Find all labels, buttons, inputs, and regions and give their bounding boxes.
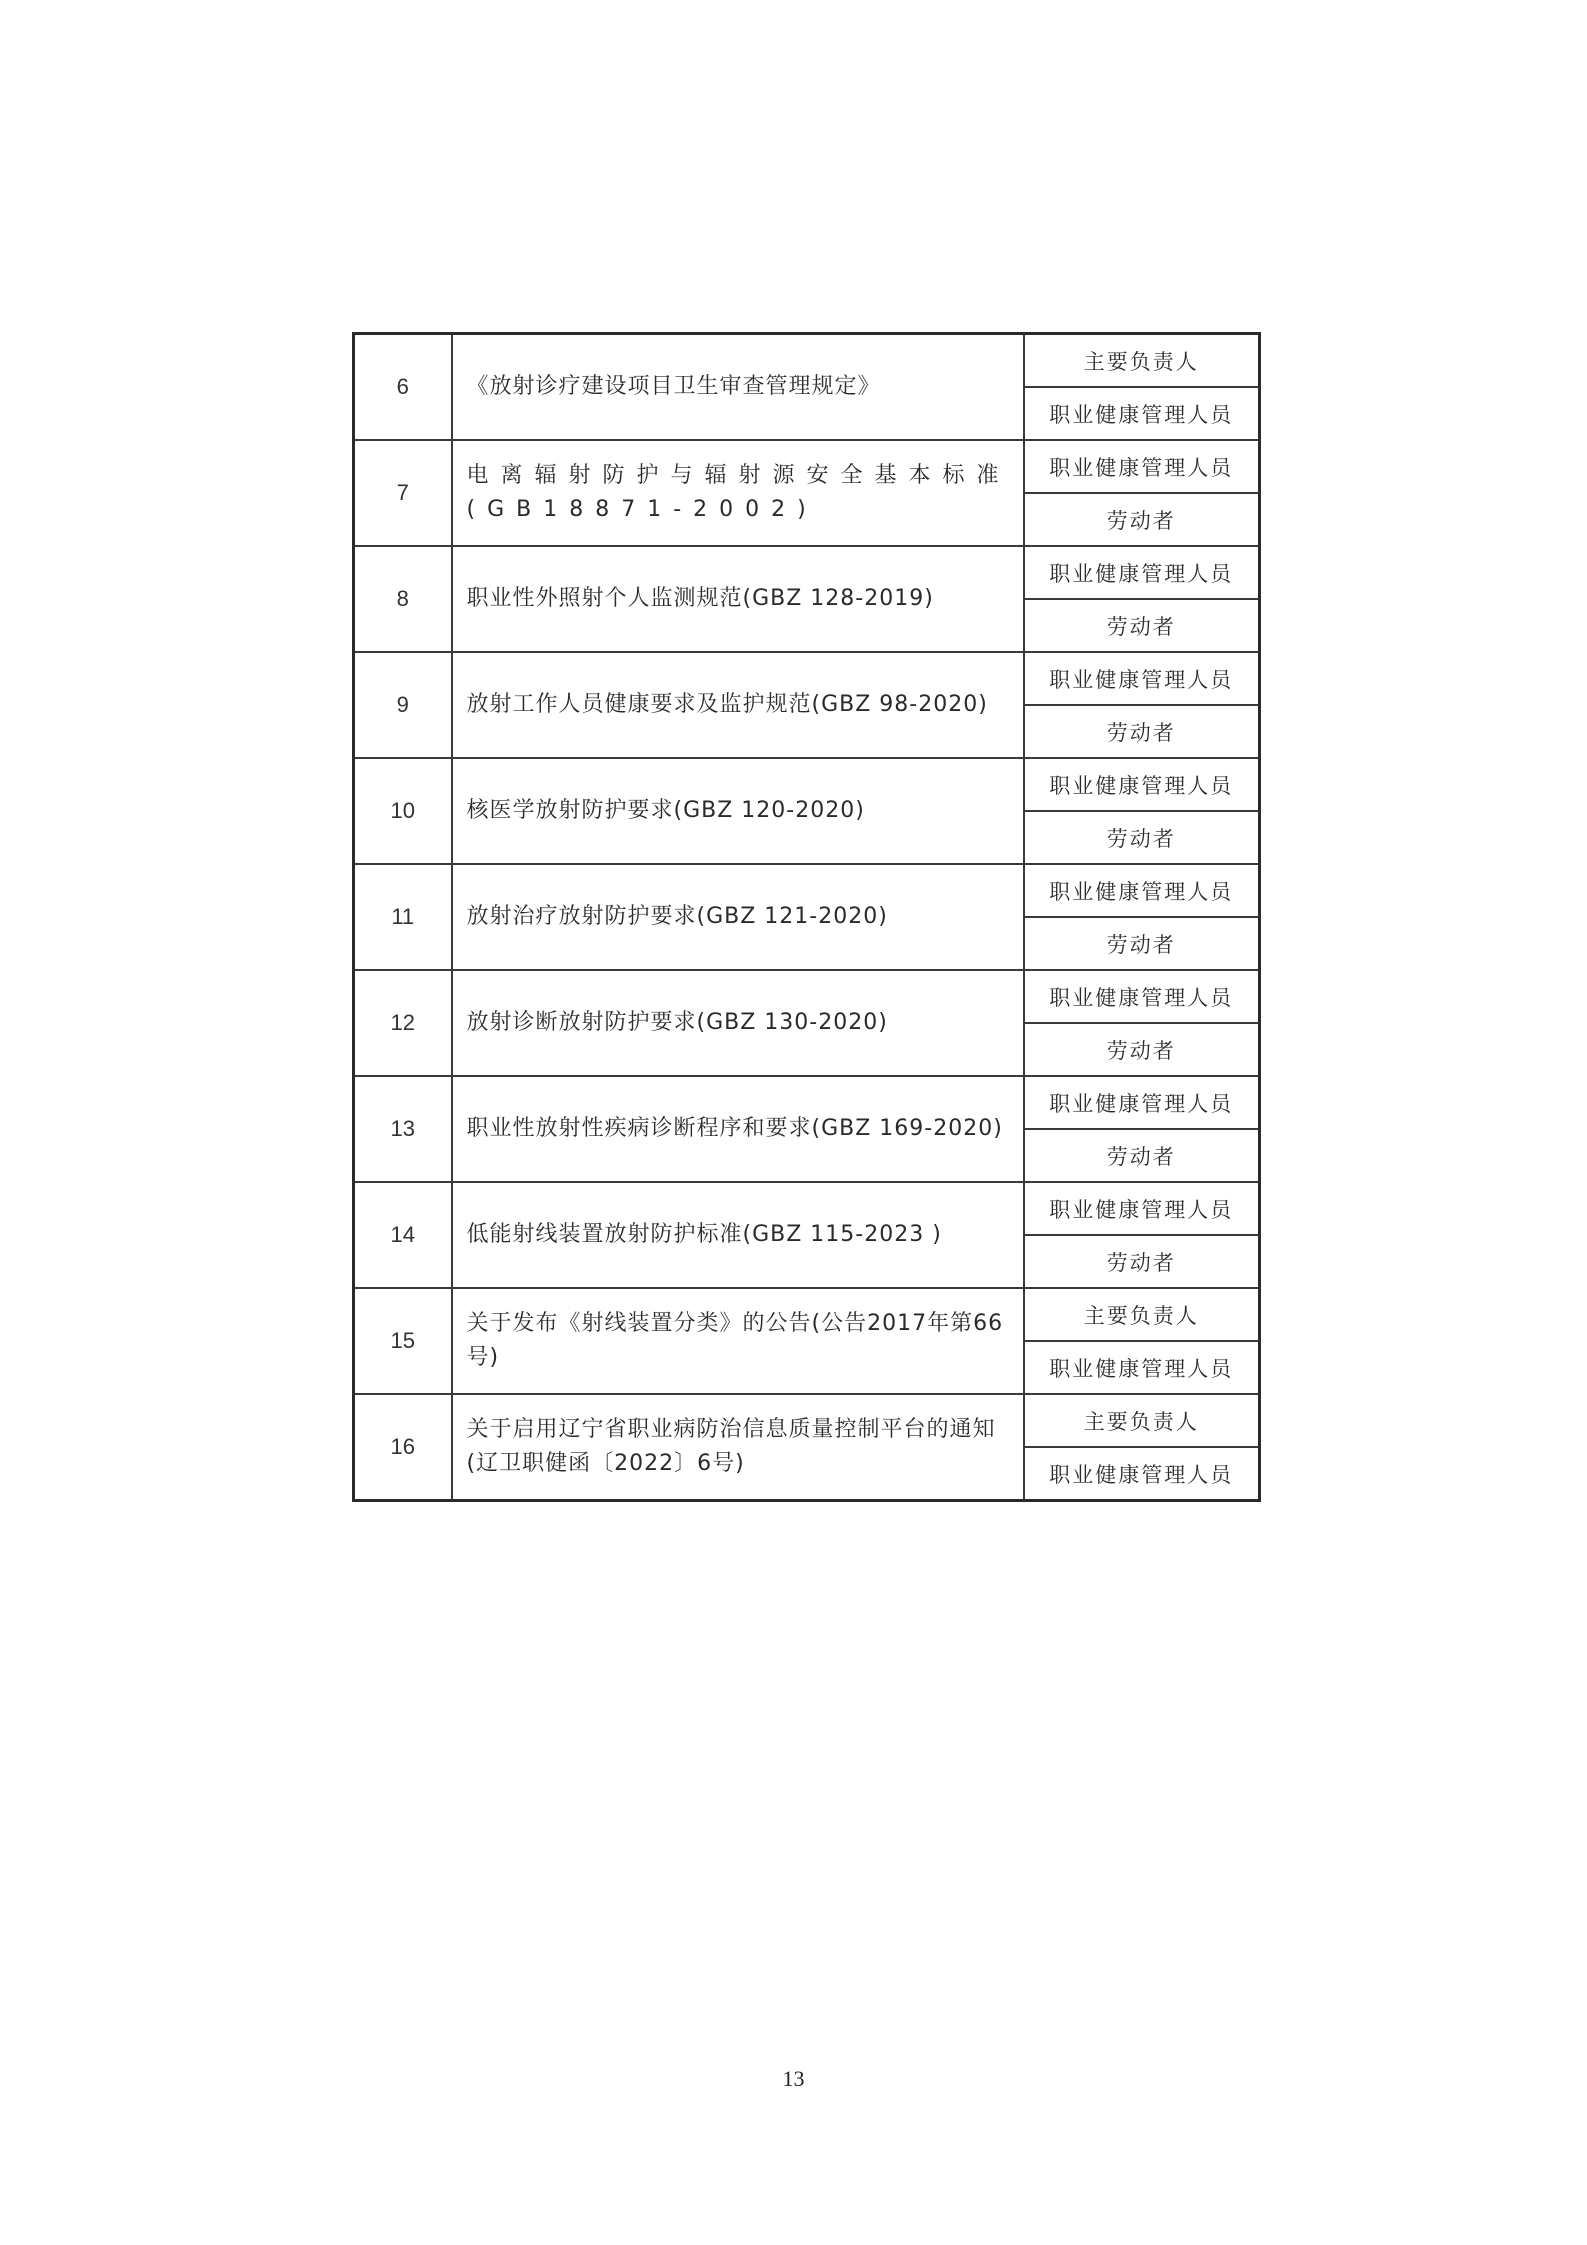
row-number: 11 [354, 864, 452, 970]
role-cell: 劳动者 [1024, 917, 1260, 970]
role-cell: 主要负责人 [1024, 1394, 1260, 1447]
row-number: 9 [354, 652, 452, 758]
table-row [354, 1394, 1260, 1447]
role-cell: 主要负责人 [1024, 334, 1260, 388]
role-cell: 主要负责人 [1024, 1288, 1260, 1341]
role-cell: 职业健康管理人员 [1024, 440, 1260, 493]
table-row [354, 546, 1260, 599]
regulation-title: 关于启用辽宁省职业病防治信息质量控制平台的通知(辽卫职健函〔2022〕6号) [452, 1394, 1024, 1501]
row-number: 6 [354, 334, 452, 441]
table-row [354, 1076, 1260, 1129]
row-number: 12 [354, 970, 452, 1076]
role-cell: 劳动者 [1024, 1129, 1260, 1182]
row-number: 8 [354, 546, 452, 652]
regulation-title: 放射治疗放射防护要求(GBZ 121-2020) [452, 864, 1024, 970]
table-row [354, 334, 1260, 388]
table-row [354, 652, 1260, 705]
regulation-title: 关于发布《射线装置分类》的公告(公告2017年第66号) [452, 1288, 1024, 1394]
role-cell: 劳动者 [1024, 705, 1260, 758]
table-row [354, 440, 1260, 493]
role-cell: 职业健康管理人员 [1024, 864, 1260, 917]
regulation-title: 放射诊断放射防护要求(GBZ 130-2020) [452, 970, 1024, 1076]
role-cell: 职业健康管理人员 [1024, 1076, 1260, 1129]
regulation-title: 《放射诊疗建设项目卫生审查管理规定》 [452, 334, 1024, 441]
table-row [354, 1182, 1260, 1235]
role-cell: 职业健康管理人员 [1024, 1182, 1260, 1235]
row-number: 13 [354, 1076, 452, 1182]
role-cell: 职业健康管理人员 [1024, 970, 1260, 1023]
regulation-title: 职业性放射性疾病诊断程序和要求(GBZ 169-2020) [452, 1076, 1024, 1182]
role-cell: 劳动者 [1024, 1235, 1260, 1288]
role-cell: 劳动者 [1024, 493, 1260, 546]
role-cell: 劳动者 [1024, 599, 1260, 652]
table-row [354, 1288, 1260, 1341]
regulation-title: 核医学放射防护要求(GBZ 120-2020) [452, 758, 1024, 864]
role-cell: 职业健康管理人员 [1024, 1341, 1260, 1394]
row-number: 15 [354, 1288, 452, 1394]
role-cell: 劳动者 [1024, 1023, 1260, 1076]
role-cell: 职业健康管理人员 [1024, 758, 1260, 811]
row-number: 7 [354, 440, 452, 546]
page-number: 13 [782, 2066, 805, 2091]
regulation-title: 低能射线装置放射防护标准(GBZ 115-2023 ) [452, 1182, 1024, 1288]
role-cell: 职业健康管理人员 [1024, 546, 1260, 599]
row-number: 16 [354, 1394, 452, 1501]
role-cell: 职业健康管理人员 [1024, 1447, 1260, 1501]
role-cell: 职业健康管理人员 [1024, 387, 1260, 440]
role-cell: 劳动者 [1024, 811, 1260, 864]
regulation-title: 职业性外照射个人监测规范(GBZ 128-2019) [452, 546, 1024, 652]
row-number: 10 [354, 758, 452, 864]
table-row [354, 758, 1260, 811]
table-row [354, 864, 1260, 917]
role-cell: 职业健康管理人员 [1024, 652, 1260, 705]
regulation-title: 放射工作人员健康要求及监护规范(GBZ 98-2020) [452, 652, 1024, 758]
regulation-title: 电离辐射防护与辐射源安全基本标准(GB18871-2002) [452, 440, 1024, 546]
row-number: 14 [354, 1182, 452, 1288]
table-row [354, 970, 1260, 1023]
regulations-table [352, 332, 1261, 1502]
